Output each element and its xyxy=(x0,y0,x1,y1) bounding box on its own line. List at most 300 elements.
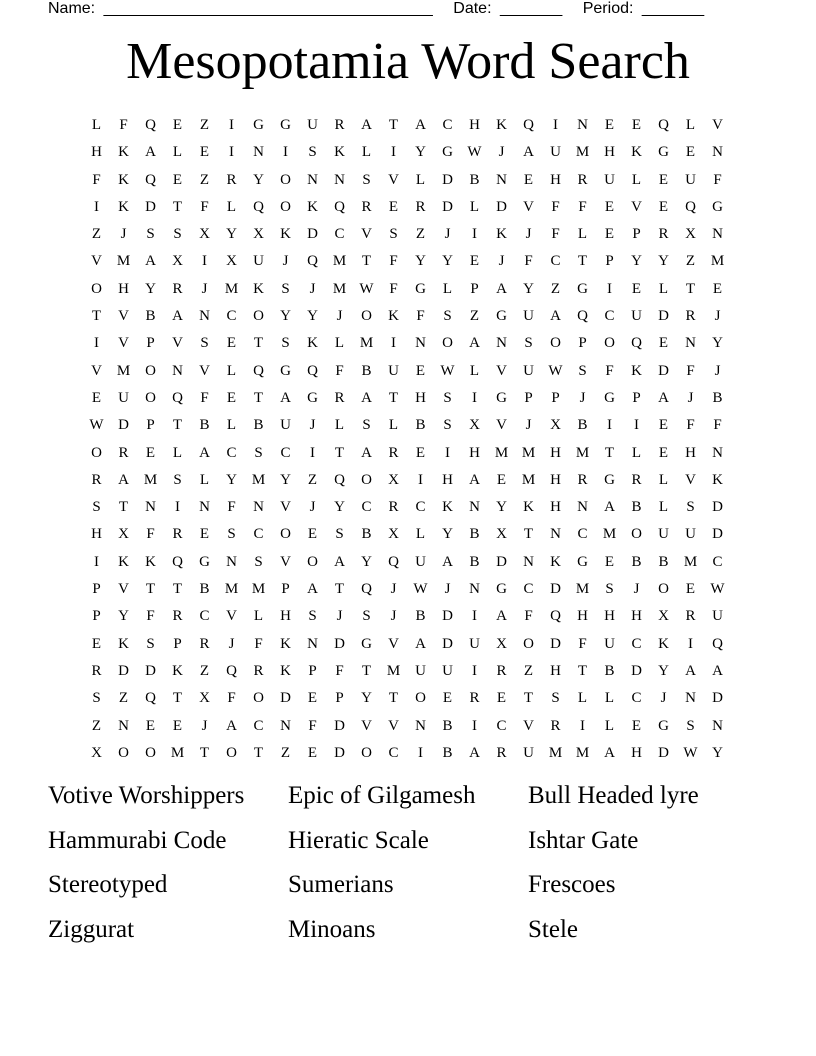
grid-letter[interactable]: U xyxy=(442,662,453,679)
grid-letter[interactable]: G xyxy=(604,471,615,488)
grid-letter[interactable]: X xyxy=(388,526,399,543)
grid-letter[interactable]: P xyxy=(146,417,155,434)
grid-letter[interactable]: F xyxy=(578,635,587,652)
grid-letter[interactable]: L xyxy=(226,417,237,434)
grid-letter[interactable]: I xyxy=(688,635,693,652)
grid-letter[interactable]: C xyxy=(388,744,399,761)
grid-letter[interactable]: F xyxy=(308,717,317,734)
grid-letter[interactable]: G xyxy=(604,389,615,406)
grid-letter[interactable]: E xyxy=(631,280,642,297)
grid-letter[interactable]: I xyxy=(310,444,315,461)
grid-letter[interactable]: F xyxy=(524,253,533,270)
grid-letter[interactable]: L xyxy=(334,417,345,434)
grid-letter[interactable]: F xyxy=(686,417,695,434)
grid-letter[interactable]: G xyxy=(496,581,507,598)
grid-letter[interactable]: V xyxy=(118,308,129,325)
grid-letter[interactable]: N xyxy=(550,526,561,543)
grid-letter[interactable]: I xyxy=(418,471,423,488)
grid-letter[interactable]: N xyxy=(496,335,507,352)
grid-letter[interactable]: I xyxy=(472,226,477,243)
grid-letter[interactable]: N xyxy=(577,117,588,133)
grid-letter[interactable]: F xyxy=(119,117,128,133)
grid-letter[interactable]: Y xyxy=(361,553,372,570)
grid-letter[interactable]: S xyxy=(362,608,371,625)
grid-letter[interactable]: H xyxy=(118,280,129,297)
grid-letter[interactable]: B xyxy=(199,581,210,598)
grid-letter[interactable]: R xyxy=(91,662,102,679)
grid-letter[interactable]: F xyxy=(227,690,236,707)
grid-letter[interactable]: G xyxy=(577,280,588,297)
grid-letter[interactable]: A xyxy=(685,662,696,679)
grid-letter[interactable]: F xyxy=(551,226,560,243)
grid-letter[interactable]: G xyxy=(280,362,291,379)
grid-letter[interactable]: M xyxy=(548,744,563,761)
grid-letter[interactable]: C xyxy=(199,608,210,625)
grid-letter[interactable]: D xyxy=(145,662,156,679)
grid-letter[interactable]: D xyxy=(118,662,129,679)
grid-letter[interactable]: X xyxy=(199,690,210,707)
grid-letter[interactable]: Y xyxy=(442,253,453,270)
grid-letter[interactable]: Y xyxy=(280,308,291,325)
grid-letter[interactable]: J xyxy=(201,280,208,297)
grid-letter[interactable]: K xyxy=(118,144,129,161)
grid-letter[interactable]: P xyxy=(551,389,560,406)
grid-letter[interactable]: Q xyxy=(577,308,588,325)
grid-letter[interactable]: T xyxy=(172,581,183,598)
grid-letter[interactable]: V xyxy=(388,635,399,652)
grid-letter[interactable]: E xyxy=(658,171,669,188)
grid-letter[interactable]: V xyxy=(91,253,102,270)
grid-letter[interactable]: Z xyxy=(199,171,210,188)
grid-letter[interactable]: B xyxy=(442,717,453,734)
grid-letter[interactable]: A xyxy=(469,335,480,352)
grid-letter[interactable]: G xyxy=(496,308,507,325)
grid-letter[interactable]: Q xyxy=(172,389,183,406)
grid-letter[interactable]: U xyxy=(631,308,642,325)
grid-letter[interactable]: T xyxy=(172,690,183,707)
grid-letter[interactable]: U xyxy=(388,362,399,379)
grid-letter[interactable]: I xyxy=(418,744,423,761)
grid-letter[interactable]: D xyxy=(442,198,453,215)
grid-letter[interactable]: J xyxy=(309,280,316,297)
grid-letter[interactable]: E xyxy=(442,690,453,707)
grid-letter[interactable]: D xyxy=(550,635,561,652)
grid-letter[interactable]: A xyxy=(361,444,372,461)
grid-letter[interactable]: P xyxy=(308,662,317,679)
grid-letter[interactable]: V xyxy=(361,226,372,243)
grid-letter[interactable]: L xyxy=(361,144,372,161)
grid-letter[interactable]: E xyxy=(658,198,669,215)
grid-letter[interactable]: Y xyxy=(496,499,507,516)
grid-letter[interactable]: F xyxy=(389,253,398,270)
grid-letter[interactable]: M xyxy=(332,253,347,270)
grid-letter[interactable]: T xyxy=(91,308,102,325)
grid-letter[interactable]: H xyxy=(577,608,588,625)
grid-letter[interactable]: V xyxy=(199,362,210,379)
grid-letter[interactable]: E xyxy=(388,198,399,215)
grid-letter[interactable]: T xyxy=(523,526,534,543)
grid-letter[interactable]: G xyxy=(658,144,669,161)
grid-letter[interactable]: Y xyxy=(226,471,237,488)
grid-letter[interactable]: U xyxy=(523,362,534,379)
grid-letter[interactable]: M xyxy=(521,471,536,488)
grid-letter[interactable]: D xyxy=(550,581,561,598)
grid-letter[interactable]: O xyxy=(253,308,264,325)
grid-letter[interactable]: V xyxy=(388,717,399,734)
grid-letter[interactable]: G xyxy=(199,553,210,570)
grid-letter[interactable]: D xyxy=(307,226,318,243)
grid-letter[interactable]: P xyxy=(632,389,641,406)
grid-letter[interactable]: E xyxy=(658,335,669,352)
grid-letter[interactable]: M xyxy=(710,253,725,270)
grid-letter[interactable]: T xyxy=(145,581,156,598)
grid-letter[interactable]: Y xyxy=(523,280,534,297)
grid-letter[interactable]: W xyxy=(683,744,698,761)
grid-letter[interactable]: T xyxy=(253,335,264,352)
grid-letter[interactable]: T xyxy=(334,581,345,598)
grid-letter[interactable]: J xyxy=(390,608,397,625)
grid-letter[interactable]: Z xyxy=(523,662,534,679)
grid-letter[interactable]: G xyxy=(280,117,291,133)
grid-letter[interactable]: Z xyxy=(199,662,210,679)
grid-letter[interactable]: C xyxy=(253,526,264,543)
grid-letter[interactable]: Y xyxy=(118,608,129,625)
grid-letter[interactable]: S xyxy=(227,526,236,543)
grid-letter[interactable]: L xyxy=(172,144,183,161)
grid-letter[interactable]: R xyxy=(199,635,210,652)
grid-letter[interactable]: O xyxy=(280,198,291,215)
grid-letter[interactable]: U xyxy=(685,171,696,188)
grid-letter[interactable]: L xyxy=(685,117,696,133)
grid-letter[interactable]: T xyxy=(361,253,372,270)
grid-letter[interactable]: U xyxy=(712,608,723,625)
grid-letter[interactable]: V xyxy=(631,198,642,215)
grid-letter[interactable]: S xyxy=(686,499,695,516)
grid-letter[interactable]: C xyxy=(226,308,237,325)
grid-letter[interactable]: E xyxy=(91,635,102,652)
grid-letter[interactable]: X xyxy=(496,635,507,652)
grid-letter[interactable]: E xyxy=(469,253,480,270)
grid-letter[interactable]: O xyxy=(523,635,534,652)
grid-letter[interactable]: E xyxy=(145,717,156,734)
grid-letter[interactable]: V xyxy=(388,171,399,188)
grid-letter[interactable]: D xyxy=(442,635,453,652)
grid-letter[interactable]: M xyxy=(116,362,131,379)
grid-letter[interactable]: B xyxy=(253,417,264,434)
grid-letter[interactable]: P xyxy=(92,581,101,598)
grid-letter[interactable]: E xyxy=(658,417,669,434)
grid-letter[interactable]: Y xyxy=(658,662,669,679)
grid-letter[interactable]: L xyxy=(658,499,669,516)
grid-letter[interactable]: R xyxy=(253,662,264,679)
grid-letter[interactable]: X xyxy=(388,471,399,488)
grid-letter[interactable]: X xyxy=(91,744,102,761)
grid-letter[interactable]: R xyxy=(577,471,588,488)
grid-letter[interactable]: I xyxy=(472,389,477,406)
grid-letter[interactable]: O xyxy=(91,444,102,461)
grid-letter[interactable]: H xyxy=(631,608,642,625)
grid-letter[interactable]: X xyxy=(685,226,696,243)
grid-letter[interactable]: O xyxy=(550,335,561,352)
grid-letter[interactable]: C xyxy=(226,444,237,461)
grid-letter[interactable]: J xyxy=(336,608,343,625)
grid-letter[interactable]: F xyxy=(200,198,209,215)
grid-letter[interactable]: U xyxy=(469,635,480,652)
grid-letter[interactable]: L xyxy=(604,690,615,707)
grid-letter[interactable]: F xyxy=(254,635,263,652)
grid-letter[interactable]: D xyxy=(496,553,507,570)
grid-letter[interactable]: I xyxy=(94,553,99,570)
grid-letter[interactable]: D xyxy=(145,198,156,215)
grid-letter[interactable]: I xyxy=(229,117,234,133)
grid-letter[interactable]: N xyxy=(685,690,696,707)
grid-letter[interactable]: A xyxy=(361,389,372,406)
grid-letter[interactable]: T xyxy=(172,198,183,215)
grid-letter[interactable]: K xyxy=(523,499,534,516)
grid-letter[interactable]: G xyxy=(496,389,507,406)
grid-letter[interactable]: Y xyxy=(415,253,426,270)
grid-letter[interactable]: D xyxy=(442,608,453,625)
grid-letter[interactable]: A xyxy=(172,308,183,325)
grid-letter[interactable]: D xyxy=(334,635,345,652)
grid-letter[interactable]: H xyxy=(631,744,642,761)
grid-letter[interactable]: L xyxy=(658,280,669,297)
grid-letter[interactable]: E xyxy=(226,389,237,406)
grid-letter[interactable]: V xyxy=(712,117,723,133)
grid-letter[interactable]: P xyxy=(524,389,533,406)
grid-letter[interactable]: Q xyxy=(631,335,642,352)
grid-letter[interactable]: N xyxy=(226,553,237,570)
grid-letter[interactable]: H xyxy=(685,444,696,461)
grid-letter[interactable]: Z xyxy=(280,744,291,761)
grid-letter[interactable]: T xyxy=(604,444,615,461)
grid-letter[interactable]: X xyxy=(550,417,561,434)
grid-letter[interactable]: K xyxy=(280,226,291,243)
grid-letter[interactable]: J xyxy=(525,417,532,434)
grid-letter[interactable]: O xyxy=(307,553,318,570)
grid-letter[interactable]: B xyxy=(631,499,642,516)
grid-letter[interactable]: K xyxy=(496,117,507,133)
grid-letter[interactable]: R xyxy=(685,608,696,625)
grid-letter[interactable]: L xyxy=(415,526,426,543)
grid-letter[interactable]: M xyxy=(494,444,509,461)
grid-letter[interactable]: G xyxy=(307,389,318,406)
grid-letter[interactable]: O xyxy=(631,526,642,543)
grid-letter[interactable]: H xyxy=(415,389,426,406)
grid-letter[interactable]: I xyxy=(472,662,477,679)
grid-letter[interactable]: F xyxy=(335,362,344,379)
grid-letter[interactable]: V xyxy=(118,335,129,352)
grid-letter[interactable]: I xyxy=(607,417,612,434)
grid-letter[interactable]: X xyxy=(658,608,669,625)
grid-letter[interactable]: Z xyxy=(307,471,318,488)
grid-letter[interactable]: E xyxy=(145,444,156,461)
grid-letter[interactable]: Q xyxy=(523,117,534,133)
grid-letter[interactable]: T xyxy=(577,662,588,679)
grid-letter[interactable]: P xyxy=(470,280,479,297)
grid-letter[interactable]: B xyxy=(469,171,480,188)
grid-letter[interactable]: K xyxy=(118,198,129,215)
grid-letter[interactable]: W xyxy=(467,144,482,161)
grid-letter[interactable]: L xyxy=(469,362,480,379)
grid-letter[interactable]: S xyxy=(362,417,371,434)
grid-letter[interactable]: K xyxy=(334,144,345,161)
grid-letter[interactable]: M xyxy=(332,280,347,297)
grid-letter[interactable]: S xyxy=(389,226,398,243)
grid-letter[interactable]: D xyxy=(496,198,507,215)
grid-letter[interactable]: Q xyxy=(253,198,264,215)
grid-letter[interactable]: Y xyxy=(307,308,318,325)
grid-letter[interactable]: V xyxy=(91,362,102,379)
grid-letter[interactable]: B xyxy=(469,526,480,543)
grid-letter[interactable]: T xyxy=(523,690,534,707)
grid-letter[interactable]: V xyxy=(685,471,696,488)
grid-letter[interactable]: B xyxy=(658,553,669,570)
grid-letter[interactable]: O xyxy=(604,335,615,352)
grid-letter[interactable]: I xyxy=(94,198,99,215)
grid-letter[interactable]: J xyxy=(633,581,640,598)
grid-letter[interactable]: C xyxy=(334,226,345,243)
grid-letter[interactable]: E xyxy=(604,553,615,570)
grid-letter[interactable]: D xyxy=(712,499,723,516)
grid-letter[interactable]: L xyxy=(658,471,669,488)
grid-letter[interactable]: V xyxy=(361,717,372,734)
grid-letter[interactable]: D xyxy=(442,171,453,188)
grid-letter[interactable]: K xyxy=(172,662,183,679)
grid-letter[interactable]: J xyxy=(201,717,208,734)
grid-letter[interactable]: Y xyxy=(226,226,237,243)
grid-letter[interactable]: R xyxy=(685,308,696,325)
grid-letter[interactable]: L xyxy=(91,117,102,133)
grid-letter[interactable]: H xyxy=(550,499,561,516)
grid-letter[interactable]: M xyxy=(683,553,698,570)
grid-letter[interactable]: F xyxy=(524,608,533,625)
grid-letter[interactable]: K xyxy=(631,144,642,161)
grid-letter[interactable]: N xyxy=(469,581,480,598)
grid-letter[interactable]: E xyxy=(604,226,615,243)
grid-letter[interactable]: K xyxy=(442,499,453,516)
grid-letter[interactable]: P xyxy=(335,690,344,707)
grid-letter[interactable]: M xyxy=(575,444,590,461)
grid-letter[interactable]: P xyxy=(578,335,587,352)
grid-letter[interactable]: C xyxy=(280,444,291,461)
grid-letter[interactable]: J xyxy=(228,635,235,652)
grid-letter[interactable]: L xyxy=(334,335,345,352)
grid-letter[interactable]: X xyxy=(496,526,507,543)
grid-letter[interactable]: A xyxy=(415,117,426,133)
grid-letter[interactable]: Q xyxy=(145,171,156,188)
grid-letter[interactable]: T xyxy=(253,389,264,406)
grid-letter[interactable]: V xyxy=(496,362,507,379)
grid-letter[interactable]: P xyxy=(92,608,101,625)
grid-letter[interactable]: T xyxy=(118,499,129,516)
grid-letter[interactable]: A xyxy=(604,744,615,761)
grid-letter[interactable]: Y xyxy=(280,471,291,488)
grid-letter[interactable]: F xyxy=(551,198,560,215)
grid-letter[interactable]: E xyxy=(172,717,183,734)
grid-letter[interactable]: Y xyxy=(712,744,723,761)
grid-letter[interactable]: S xyxy=(146,226,155,243)
grid-letter[interactable]: E xyxy=(415,444,426,461)
grid-letter[interactable]: N xyxy=(712,444,723,461)
grid-letter[interactable]: H xyxy=(604,144,615,161)
grid-letter[interactable]: R xyxy=(334,389,345,406)
grid-letter[interactable]: B xyxy=(442,744,453,761)
grid-letter[interactable]: B xyxy=(469,553,480,570)
grid-letter[interactable]: J xyxy=(498,144,505,161)
grid-letter[interactable]: F xyxy=(416,308,425,325)
grid-letter[interactable]: E xyxy=(199,144,210,161)
grid-letter[interactable]: N xyxy=(496,171,507,188)
grid-letter[interactable]: S xyxy=(308,608,317,625)
grid-letter[interactable]: D xyxy=(658,362,669,379)
grid-letter[interactable]: R xyxy=(118,444,129,461)
grid-letter[interactable]: N xyxy=(577,499,588,516)
grid-letter[interactable]: Z xyxy=(685,253,696,270)
grid-letter[interactable]: L xyxy=(415,171,426,188)
grid-letter[interactable]: M xyxy=(170,744,185,761)
grid-letter[interactable]: P xyxy=(146,335,155,352)
grid-letter[interactable]: N xyxy=(685,335,696,352)
grid-letter[interactable]: O xyxy=(280,526,291,543)
grid-letter[interactable]: R xyxy=(91,471,102,488)
grid-letter[interactable]: O xyxy=(442,335,453,352)
grid-letter[interactable]: Y xyxy=(631,253,642,270)
grid-letter[interactable]: C xyxy=(604,308,615,325)
grid-letter[interactable]: T xyxy=(388,690,399,707)
grid-letter[interactable]: R xyxy=(496,744,507,761)
grid-letter[interactable]: N xyxy=(199,499,210,516)
grid-letter[interactable]: N xyxy=(307,171,318,188)
grid-letter[interactable]: Y xyxy=(658,253,669,270)
grid-letter[interactable]: K xyxy=(631,362,642,379)
grid-letter[interactable]: A xyxy=(307,581,318,598)
grid-letter[interactable]: Q xyxy=(361,581,372,598)
grid-letter[interactable]: A xyxy=(442,553,453,570)
grid-letter[interactable]: N xyxy=(712,717,723,734)
grid-letter[interactable]: K xyxy=(388,308,399,325)
grid-letter[interactable]: D xyxy=(280,690,291,707)
grid-letter[interactable]: F xyxy=(713,171,722,188)
grid-letter[interactable]: E xyxy=(172,171,183,188)
grid-letter[interactable]: U xyxy=(307,117,318,133)
grid-letter[interactable]: I xyxy=(472,608,477,625)
grid-letter[interactable]: R xyxy=(550,717,561,734)
grid-letter[interactable]: M xyxy=(386,662,401,679)
grid-letter[interactable]: U xyxy=(415,662,426,679)
grid-letter[interactable]: M xyxy=(116,253,131,270)
grid-letter[interactable]: M xyxy=(359,335,374,352)
grid-letter[interactable]: M xyxy=(251,581,266,598)
grid-letter[interactable]: A xyxy=(280,389,291,406)
grid-letter[interactable]: E xyxy=(415,362,426,379)
grid-letter[interactable]: Z xyxy=(91,226,102,243)
grid-letter[interactable]: Y xyxy=(712,335,723,352)
grid-letter[interactable]: J xyxy=(714,362,721,379)
grid-letter[interactable]: Q xyxy=(145,117,156,133)
grid-letter[interactable]: P xyxy=(281,581,290,598)
grid-letter[interactable]: G xyxy=(253,117,264,133)
grid-letter[interactable]: C xyxy=(523,581,534,598)
grid-letter[interactable]: S xyxy=(686,717,695,734)
grid-letter[interactable]: L xyxy=(577,226,588,243)
grid-letter[interactable]: I xyxy=(445,444,450,461)
grid-letter[interactable]: E xyxy=(685,144,696,161)
grid-letter[interactable]: I xyxy=(607,280,612,297)
grid-letter[interactable]: A xyxy=(226,717,237,734)
grid-letter[interactable]: H xyxy=(550,444,561,461)
grid-letter[interactable]: R xyxy=(496,662,507,679)
